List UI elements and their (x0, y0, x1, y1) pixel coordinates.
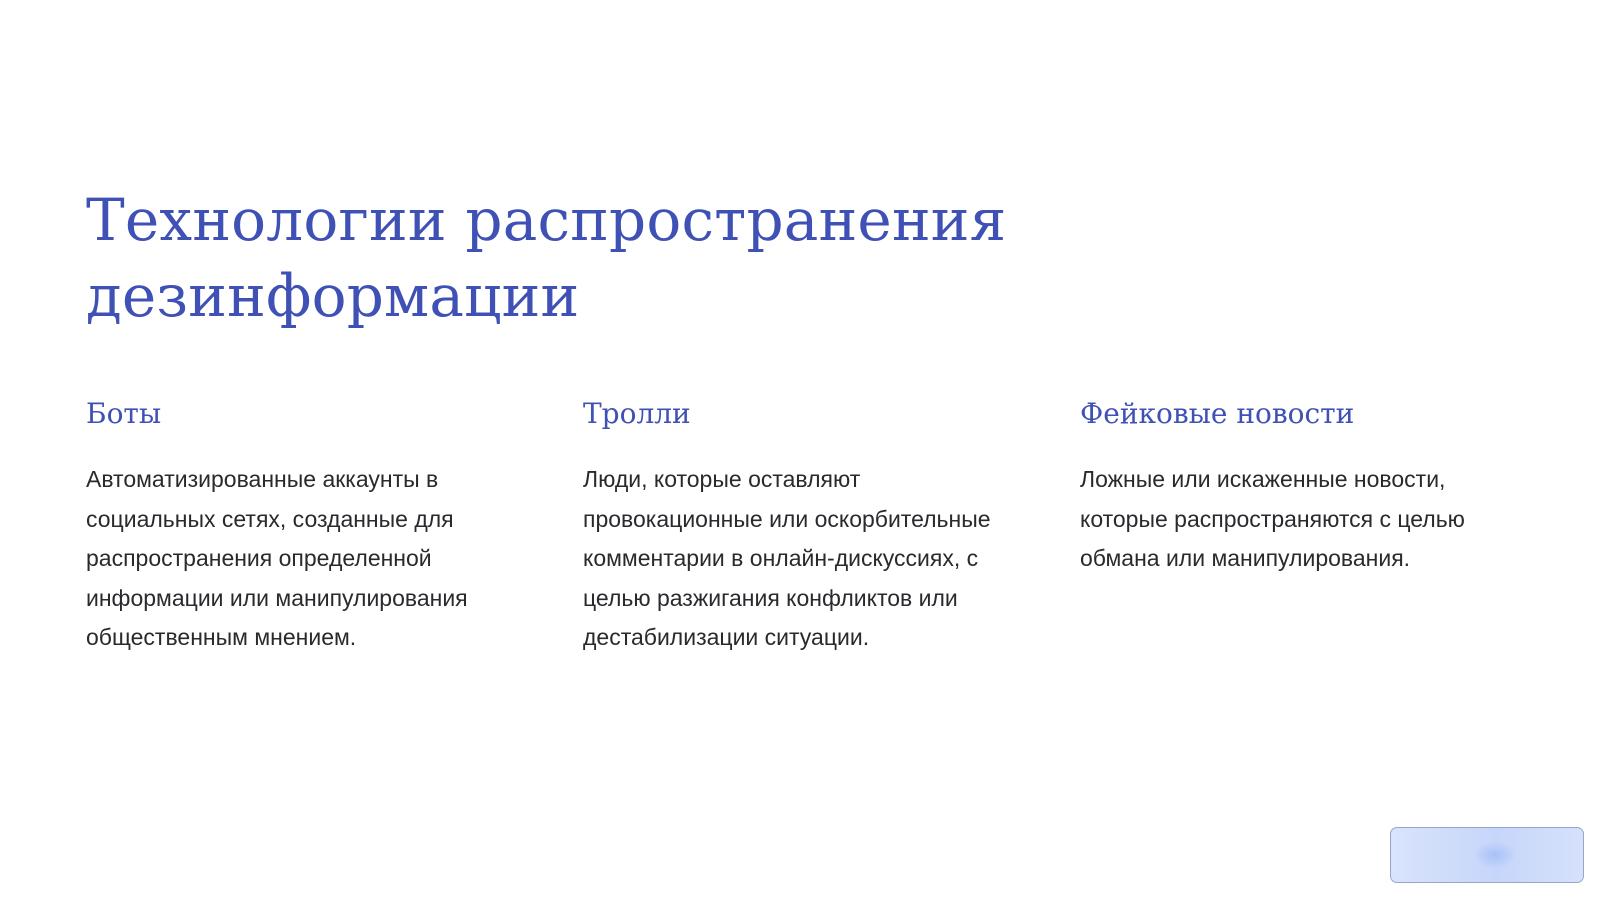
column-heading: Боты (86, 397, 162, 430)
column-heading: Фейковые новости (1080, 397, 1355, 430)
column-fake-news (1080, 394, 1530, 579)
column-body: Автоматизированные аккаунты в социальных сетях, созданные для распространения определенной информации или манипулирования общественным мнением. (86, 466, 468, 650)
slide-nav-button[interactable] (1390, 827, 1584, 883)
column-body: Люди, которые оставляют провокационные или оскорбительные комментарии в онлайн-дискуссиях, с целью разжигания конфликтов или дестабилизации ситуации. (583, 466, 991, 650)
slide-title-line-1: Технологии распространения (86, 186, 1007, 254)
button-glow (1475, 842, 1515, 868)
slide-title-line-2: дезинформации (86, 262, 580, 330)
slide-title (86, 182, 1186, 334)
column-bots (86, 394, 516, 658)
column-trolls (583, 394, 1003, 658)
column-heading: Тролли (583, 397, 691, 430)
column-body: Ложные или искаженные новости, которые распространяются с целью обмана или манипулирования. (1080, 466, 1465, 571)
